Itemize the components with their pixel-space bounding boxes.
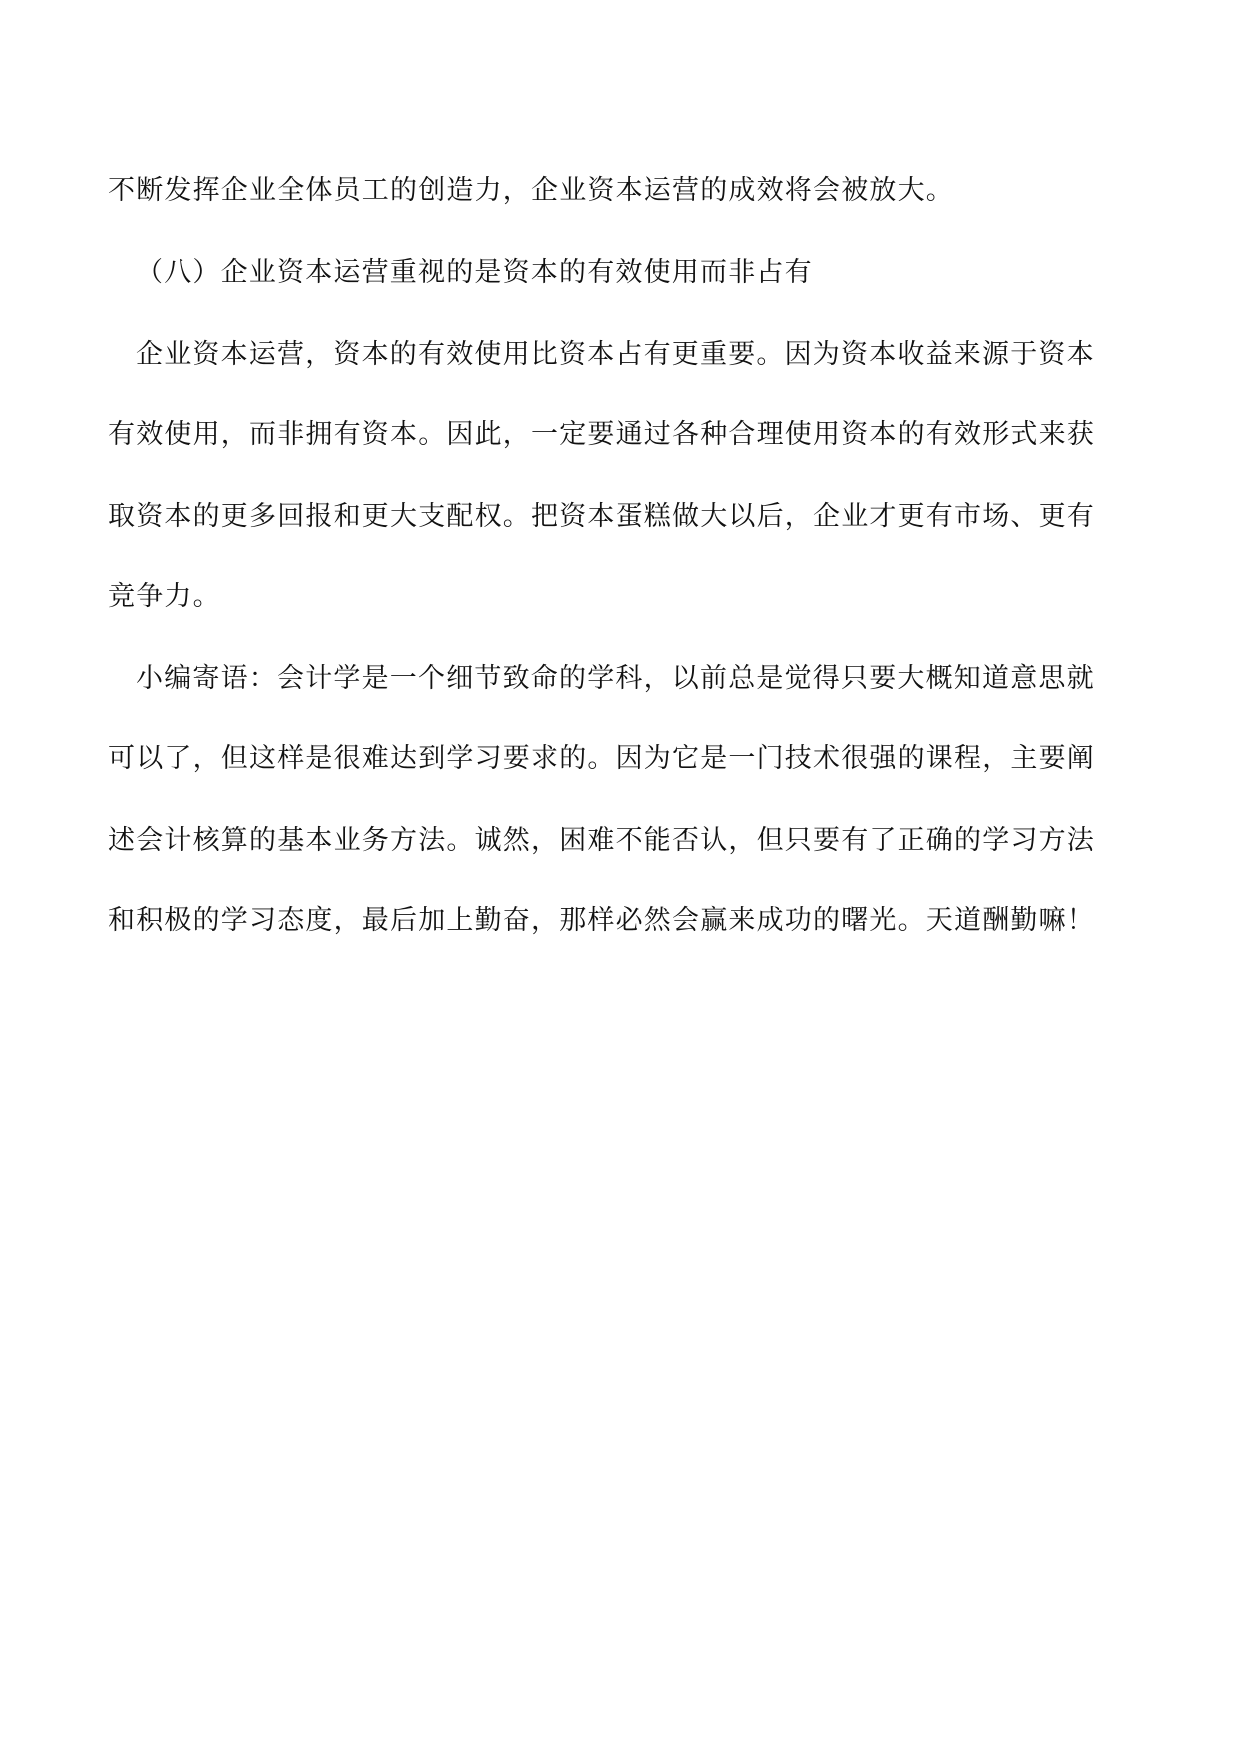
paragraph-line: 述会计核算的基本业务方法。诚然，困难不能否认，但只要有了正确的学习方法 [108,825,1095,856]
paragraph-line: 可以了，但这样是很难达到学习要求的。因为它是一门技术很强的课程，主要阐 [108,743,1095,774]
section-heading: （八）企业资本运营重视的是资本的有效使用而非占有 [136,257,813,288]
paragraph-line: 小编寄语：会计学是一个细节致命的学科，以前总是觉得只要大概知道意思就 [136,663,1095,694]
paragraph-line: 不断发挥企业全体员工的创造力，企业资本运营的成效将会被放大。 [108,175,954,206]
paragraph-line: 取资本的更多回报和更大支配权。把资本蛋糕做大以后，企业才更有市场、更有 [108,501,1095,532]
paragraph-line: 和积极的学习态度，最后加上勤奋，那样必然会赢来成功的曙光。天道酬勤嘛！ [108,905,1095,936]
paragraph-line: 竞争力。 [108,581,221,612]
paragraph-line: 企业资本运营，资本的有效使用比资本占有更重要。因为资本收益来源于资本 [136,339,1095,370]
paragraph-line: 有效使用，而非拥有资本。因此，一定要通过各种合理使用资本的有效形式来获 [108,419,1095,450]
